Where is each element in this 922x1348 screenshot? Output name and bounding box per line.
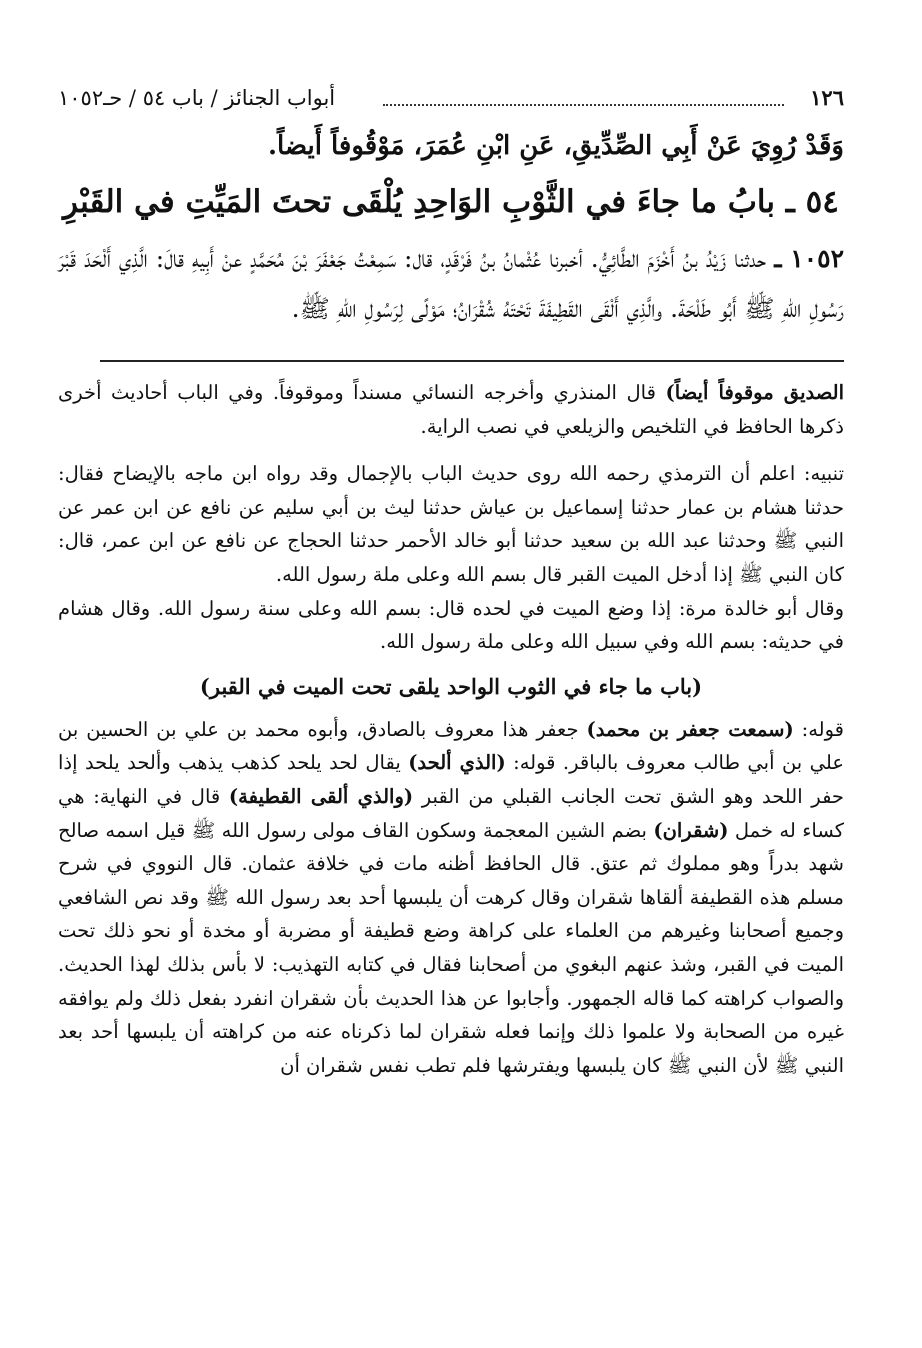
commentary-text: يقال لحد يلحد كذهب يذهب وألحد يلحد إذا حفر اللحد وهو الشق تحت الجانب القبلي من القبر <box>58 751 844 808</box>
page-number: ١٢٦ <box>810 85 844 110</box>
main-text <box>58 122 844 334</box>
commentary-paragraph-3: وقال أبو خالدة مرة: إذا وضع الميت في لحده قال: بسم الله وعلى سنة رسول الله. وقال هشام في حديثه: بسم الله وفي سبيل الله وعلى ملة رسول الله. <box>58 596 844 654</box>
commentary-paragraph-2: تنبيه: اعلم أن الترمذي رحمه الله روى حديث الباب بالإجمال وقد رواه ابن ماجه بالإيضاح فقال: حدثنا هشام بن عمار حدثنا إسماعيل بن عياش حدثنا ليث بن أبي سليم عن نافع عن ابن عمر عن النبي ﷺ وحدثنا عبد الله بن سعيد حدثنا أبو خالد الأحمر حدثنا الحجاج عن نافع عن ابن عمر، قال: كان النبي ﷺ إذا أدخل الميت القبر قال بسم الله وعلى ملة رسول الله. <box>58 462 844 586</box>
quoted-phrase: (شقران) <box>653 818 729 842</box>
commentary-text: قال المنذري وأخرجه النسائي مسنداً وموقوفاً. وفي الباب أحاديث أخرى ذكرها الحافظ في التلخيص والزيلعي في نصب الراية. <box>58 381 844 438</box>
commentary-sub-heading: (باب ما جاء في الثوب الواحد يلقى تحت الميت في القبر) <box>199 673 703 699</box>
commentary-text: قوله: <box>793 717 844 741</box>
header-dotted-leader <box>383 104 784 106</box>
commentary-paragraph-4 <box>58 713 844 1083</box>
book-page <box>58 78 844 1082</box>
commentary-lead: الصديق موقوفاً أيضاً) <box>665 381 845 404</box>
intro-line: وَقَدْ رُوِيَ عَنْ أَبِي الصِّدِّيقِ، عَنِ ابْنِ عُمَرَ، مَوْقُوفاً أَيضاً. <box>267 131 844 161</box>
commentary-text: جعفر هذا معروف بالصادق، وأبوه محمد بن علي بن الحسين بن علي بن أبي طالب معروف بالباقر. قوله: <box>58 717 845 775</box>
quoted-phrase: (والذي ألقى القطيفة) <box>228 784 414 808</box>
chapter-heading: ٥٤ ـ بابُ ما جاءَ في الثَّوْبِ الوَاحِدِ يُلْقَى تحتَ المَيِّتِ في القَبْرِ <box>63 184 839 220</box>
quoted-phrase: (الذي ألحد) <box>408 751 506 775</box>
page-header <box>58 78 844 118</box>
commentary-text: قال في النهاية: هي كساء له خمل <box>58 784 844 842</box>
quoted-phrase: (سمعت جعفر بن محمد) <box>586 717 794 741</box>
commentary-paragraph-1 <box>58 376 844 443</box>
footnote-divider <box>100 360 844 362</box>
commentary <box>58 376 844 1082</box>
hadith-text: حدثنا زَيْدُ بنُ أَخْزَمَ الطَّائِيُّ. أخبرنا عُثْمانُ بنُ فَرْقَدٍ، قال: سَمِعْتُ جَعْفَرَ بْنَ مُحَمَّدٍ عنْ أَبِيهِ قالَ: الَّذِي أَلْحَدَ قَبْرَ رَسُولِ اللهِ ﷺ أَبُو طَلْحَةَ. والَّذِي أَلْقَى القَطِيفَةَ تَحْتَهُ شُقْرَانُ؛ مَوْلًى لِرَسُولِ اللهِ ﷺ. <box>58 244 844 323</box>
running-title: أبواب الجنائز / باب ٥٤ / حـ١٠٥٢ <box>58 86 336 110</box>
commentary-text: بضم الشين المعجمة وسكون القاف مولى رسول الله ﷺ قيل اسمه صالح شهد بدراً وهو مملوك ثم عتق. قال الحافظ أظنه مات في خلافة عثمان. قال النووي في شرح مسلم هذه القطيفة ألقاها شقران وقال كرهت أن يلبسها أحد بعد رسول الله ﷺ وقد نص الشافعي وجميع أصحابنا وغيرهم من العلماء على كراهة وضع قطيفة أو مضربة أو مخدة أو نحو ذلك تحت الميت في القبر، وشذ عنهم البغوي من أصحابنا فقال في كتابه التهذيب: لا بأس بذلك لهذا الحديث. والصواب كراهته كما قاله الجمهور. وأجابوا عن هذا الحديث بأن شقران انفرد بفعل ذلك ولم يوافقه غيره من الصحابة ولا علموا ذلك وإنما فعله شقران لما ذكرناه عنه من كراهته أن يلبسها أحد بعد النبي ﷺ لأن النبي ﷺ كان يلبسها ويفترشها فلم تطب نفس شقران أن <box>58 818 844 1077</box>
hadith-number: ١٠٥٢ ـ <box>774 244 844 273</box>
hadith-paragraph <box>58 234 844 334</box>
